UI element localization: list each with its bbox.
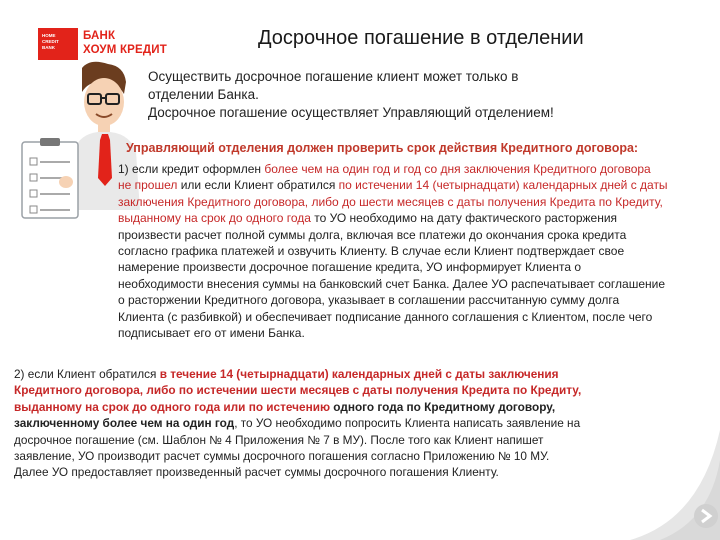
paragraph-line: [14, 366, 634, 382]
text-run: 2) если Клиент обратился: [14, 367, 160, 381]
corner-decoration: [630, 430, 720, 540]
paragraph-line: [14, 399, 634, 415]
text-run: , то УО необходимо попросить Клиента написать заявление на: [234, 416, 581, 431]
highlight-text: выданному на срок до одного года: [118, 211, 311, 226]
intro-line: Осуществить досрочное погашение клиент может только в: [148, 69, 519, 84]
paragraph-line: намерение произвести досрочное погашение кредита, УО информирует Клиента о: [118, 260, 582, 275]
paragraph-line: [14, 415, 634, 431]
logo-line-2: ХОУМ КРЕДИТ: [83, 44, 168, 56]
paragraph-line: необходимости внесения суммы на банковский счет Банка. Далее УО распечатывает соглашение: [118, 276, 666, 291]
bank-logo: [38, 28, 173, 60]
paragraph-line: согласно графика платежей и озвучить Клиенту. В случае если Клиент подтверждает свое: [118, 244, 625, 259]
highlight-text: более чем на один год и год со дня заключения Кредитного договора: [264, 162, 651, 176]
text-run: или если Клиент обратился: [177, 178, 339, 193]
paragraph-line: Далее УО предоставляет произведенный расчет суммы досрочного погашения Клиенту.: [14, 465, 499, 480]
logo-text: [83, 29, 167, 57]
paragraph-line: произвести расчет полной суммы долга, включая все платежи до окончания срока кредита: [118, 227, 627, 242]
logo-mark-line: HOME: [42, 33, 56, 38]
paragraph-line: Клиента (с разбивкой) и обеспечивает подписание данного соглашения с Клиентом, после чего: [118, 309, 653, 324]
page-title: Досрочное погашение в отделении: [258, 27, 584, 49]
highlight-text: по истечении 14 (четырнадцати) календарных дней с даты: [338, 178, 668, 193]
check-heading: Управляющий отделения должен проверить срок действия Кредитного договора:: [126, 141, 639, 155]
intro-text: [148, 68, 688, 122]
paragraph-line: досрочное погашение (см. Шаблон № 4 Приложения № 7 в МУ). После того как Клиент напишет: [14, 432, 544, 447]
bold-text: одного года по Кредитному договору,: [330, 399, 556, 414]
paragraph-line: [118, 210, 703, 226]
logo-mark-line: BANK: [42, 45, 55, 50]
logo-line-1: БАНК: [83, 30, 116, 42]
paragraph-line: [118, 177, 703, 193]
intro-line: Досрочное погашение осуществляет Управляющий отделением!: [148, 105, 554, 120]
highlight-text: в течение 14 (четырнадцати) календарных дней с даты заключения: [159, 367, 559, 381]
highlight-text: не прошел: [118, 178, 178, 193]
bold-text: заключенному более чем на один год: [14, 416, 235, 431]
paragraph-line: [118, 161, 703, 177]
highlight-text: выданному на срок до одного года или по истечению: [14, 399, 331, 414]
logo-mark-line: CREDIT: [42, 39, 59, 44]
paragraph-line: заявление, УО производит расчет суммы досрочного погашения согласно Приложению № 10 МУ.: [14, 449, 550, 464]
paragraph-line: заключения Кредитного договора, либо до шести месяцев с даты получения Кредита по Кредиту,: [118, 194, 663, 209]
paragraph-1: [118, 161, 703, 341]
paragraph-line: Кредитного договора, либо по истечении шести месяцев с даты получения Кредита по Кредиту,: [14, 383, 582, 398]
paragraph-2: [14, 366, 634, 481]
logo-mark: [38, 28, 78, 60]
paragraph-line: подписывает его от имени Банка.: [118, 326, 305, 341]
paragraph-line: о расторжении Кредитного договора, указывает в соглашении рассчитанную сумму долга: [118, 293, 620, 308]
text-run: то УО необходимо на дату фактического расторжения: [310, 211, 618, 226]
text-run: 1) если кредит оформлен: [118, 162, 265, 176]
intro-line: отделении Банка.: [148, 87, 259, 102]
